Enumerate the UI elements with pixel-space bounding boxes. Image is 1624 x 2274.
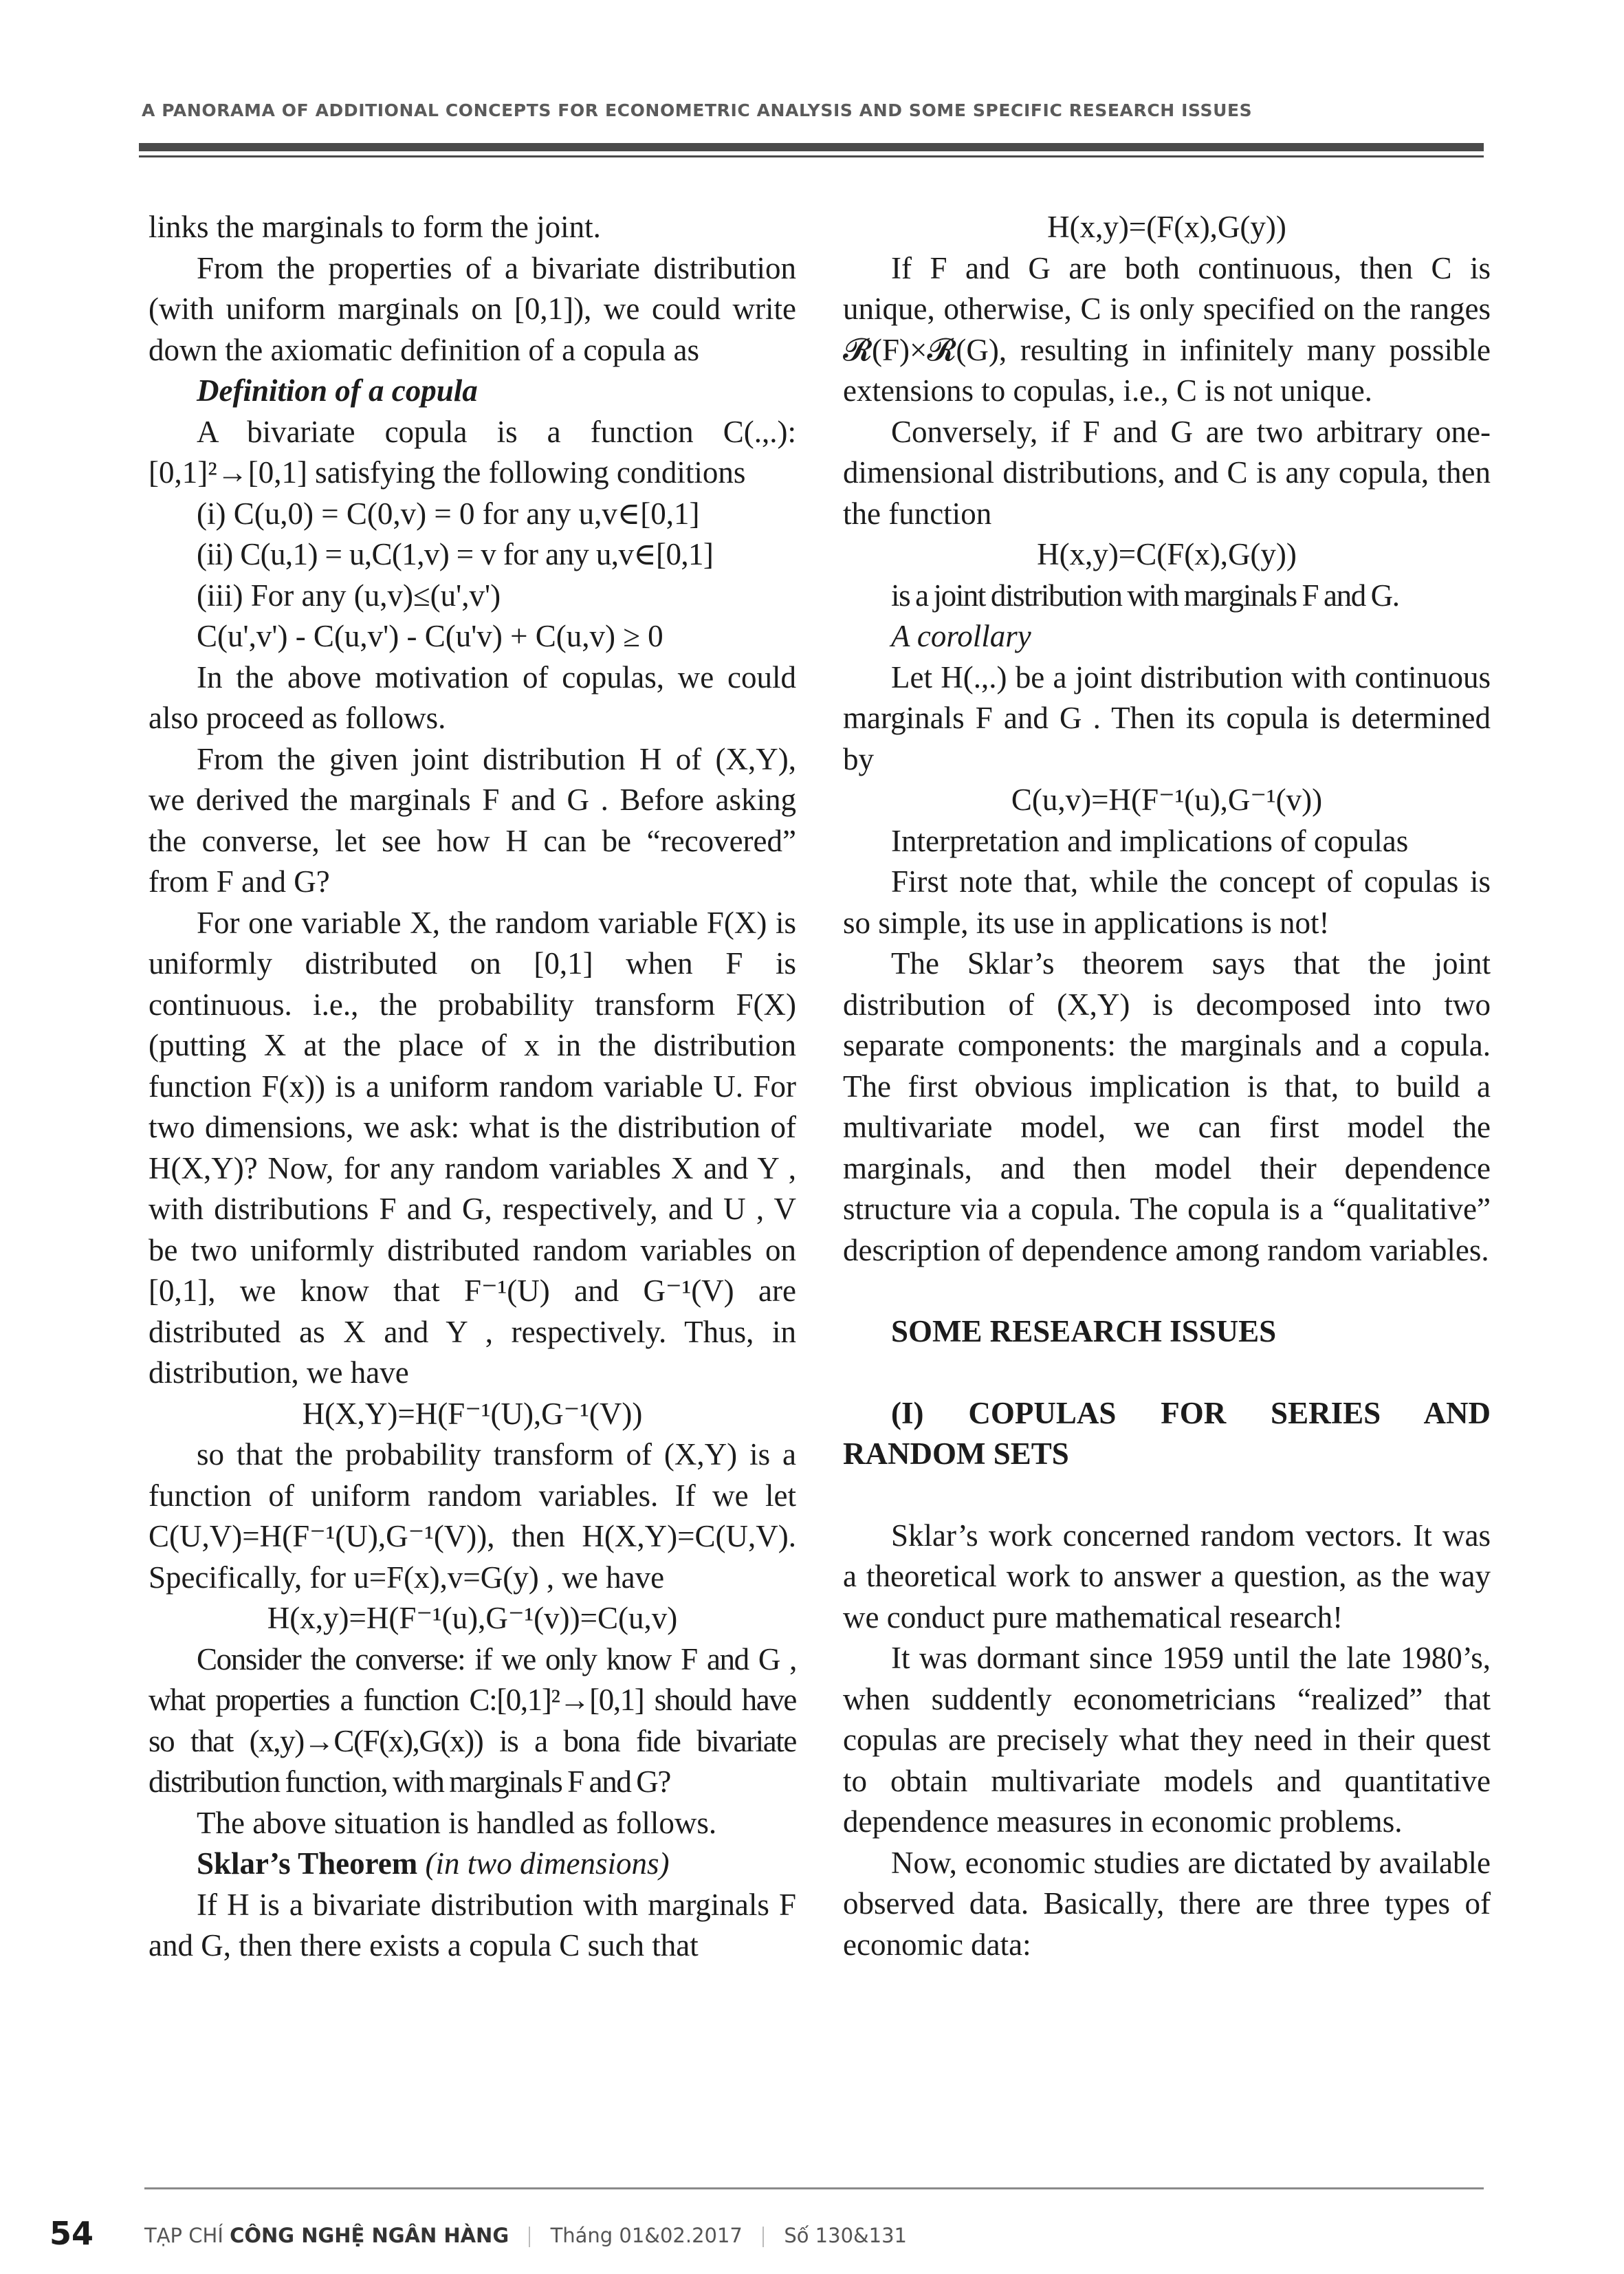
header-rule-thin <box>139 155 1484 157</box>
paragraph: is a joint distribution with marginals F and G. <box>891 578 1399 613</box>
equation: C(u,v)=H(F⁻¹(u),G⁻¹(v)) <box>1011 783 1323 817</box>
subsection-heading-line-2: RANDOM SETS <box>843 1436 1069 1471</box>
paragraph: It was dormant since 1959 until the late 1980’s, when suddently econometricians “realized” that copulas are precisely what they need in their quest to obtain multivariate models and quantitative dependence measures in economic problems. <box>843 1641 1491 1839</box>
issue-number: Số 130&131 <box>784 2224 907 2247</box>
equation: H(X,Y)=H(F⁻¹(U),G⁻¹(V)) <box>302 1396 643 1431</box>
theorem-qualifier: (in two dimensions) <box>417 1846 670 1881</box>
corollary-heading: A corollary <box>891 619 1031 653</box>
journal-name-bold: CÔNG NGHỆ NGÂN HÀNG <box>230 2224 509 2247</box>
paragraph: Consider the converse: if we only know F and G , what properties a function C:[0,1]²→[0,1] should have so that (x,y)→C(F(x),G(x)) is a bona fide bivariate distribution function, with marginals F and G? <box>149 1641 796 1799</box>
section-heading: SOME RESEARCH ISSUES <box>891 1314 1277 1348</box>
theorem-heading <box>149 1844 796 1885</box>
definition-heading: Definition of a copula <box>197 373 478 408</box>
condition-i: (i) C(u,0) = C(0,v) = 0 for any u,v∈[0,1] <box>197 496 700 531</box>
paragraph: If F and G are both continuous, then C is unique, otherwise, C is only specified on the ranges 𝓡(F)×𝓡(G), resulting in infinitely many possible extensions to copulas, i.e., C is not unique. <box>843 250 1491 408</box>
running-head: A PANORAMA OF ADDITIONAL CONCEPTS FOR ECONOMETRIC ANALYSIS AND SOME SPECIFIC RESEARCH ISSUES <box>142 100 1253 120</box>
paragraph: From the given joint distribution H of (X,Y), we derived the marginals F and G . Before asking the converse, let see how H can be “recovered” from F and G? <box>149 741 796 899</box>
header-rule-thick <box>139 143 1484 151</box>
paragraph: If H is a bivariate distribution with marginals F and G, then there exists a copula C such that <box>149 1887 796 1963</box>
condition-iii: (iii) For any (u,v)≤(u',v') <box>197 578 501 613</box>
equation: H(x,y)=H(F⁻¹(u),G⁻¹(v))=C(u,v) <box>267 1601 678 1635</box>
footer-journal-line <box>144 2224 907 2247</box>
condition-ii: (ii) C(u,1) = u,C(1,v) = v for any u,v∈[0,1] <box>197 537 714 571</box>
footer-rule <box>144 2187 1484 2189</box>
page-number: 54 <box>50 2215 94 2252</box>
footer-separator <box>762 2227 764 2247</box>
paragraph: From the properties of a bivariate distribution (with uniform marginals on [0,1]), we could write down the axiomatic definition of a copula as <box>149 250 796 367</box>
paragraph: Sklar’s work concerned random vectors. It was a theoretical work to answer a question, as the way we conduct pure mathematical research! <box>843 1518 1491 1635</box>
right-column <box>843 207 1491 1965</box>
subsection-heading: Interpretation and implications of copulas <box>891 823 1409 858</box>
theorem-name: Sklar’s Theorem <box>197 1846 418 1881</box>
paragraph: In the above motivation of copulas, we could also proceed as follows. <box>149 659 796 735</box>
paragraph: links the marginals to form the joint. <box>149 210 601 244</box>
paragraph: Now, economic studies are dictated by available observed data. Basically, there are three types of economic data: <box>843 1845 1491 1962</box>
paragraph: Let H(.,.) be a joint distribution with continuous marginals F and G . Then its copula is determined by <box>843 659 1491 776</box>
journal-name-light: TẠP CHÍ <box>144 2224 223 2247</box>
paragraph: The above situation is handled as follows. <box>197 1805 717 1840</box>
paragraph: First note that, while the concept of copulas is so simple, its use in applications is not! <box>843 864 1491 940</box>
left-column <box>149 207 796 1967</box>
equation: H(x,y)=(F(x),G(y)) <box>1047 210 1286 244</box>
paragraph: so that the probability transform of (X,Y) is a function of uniform random variables. If we let C(U,V)=H(F⁻¹(U),G⁻¹(V)), then H(X,Y)=C(U,V). Specifically, for u=F(x),v=G(y) , we have <box>149 1437 796 1595</box>
footer-separator <box>529 2227 530 2247</box>
subsection-heading-line-1: (I) COPULAS FOR SERIES AND <box>891 1395 1491 1430</box>
paragraph: Conversely, if F and G are two arbitrary one-dimensional distributions, and C is any copula, then the function <box>843 414 1491 531</box>
inequality: C(u',v') - C(u,v') - C(u'v) + C(u,v) ≥ 0 <box>197 619 663 653</box>
paragraph: The Sklar’s theorem says that the joint distribution of (X,Y) is decomposed into two separate components: the marginals and a copula. The first obvious implication is that, to build a multivariate model, we can first model the marginals, and then model their dependence structure via a copula. The copula is a “qualitative” description of dependence among random variables. <box>843 946 1491 1267</box>
equation: H(x,y)=C(F(x),G(y)) <box>1037 537 1297 571</box>
paragraph: A bivariate copula is a function C(.,.): [0,1]²→[0,1] satisfying the following conditions <box>149 414 796 490</box>
issue-date: Tháng 01&02.2017 <box>550 2224 743 2247</box>
paragraph: For one variable X, the random variable F(X) is uniformly distributed on [0,1] when F is continuous. i.e., the probability transform F(X) (putting X at the place of x in the distribution function F(x)) is a uniform random variable U. For two dimensions, we ask: what is the distribution of H(X,Y)? Now, for any random variables X and Y , with distributions F and G, respectively, and U , V be two uniformly distributed random variables on [0,1], we know that F⁻¹(U) and G⁻¹(V) are distributed as X and Y , respectively. Thus, in distribution, we have <box>149 905 796 1390</box>
